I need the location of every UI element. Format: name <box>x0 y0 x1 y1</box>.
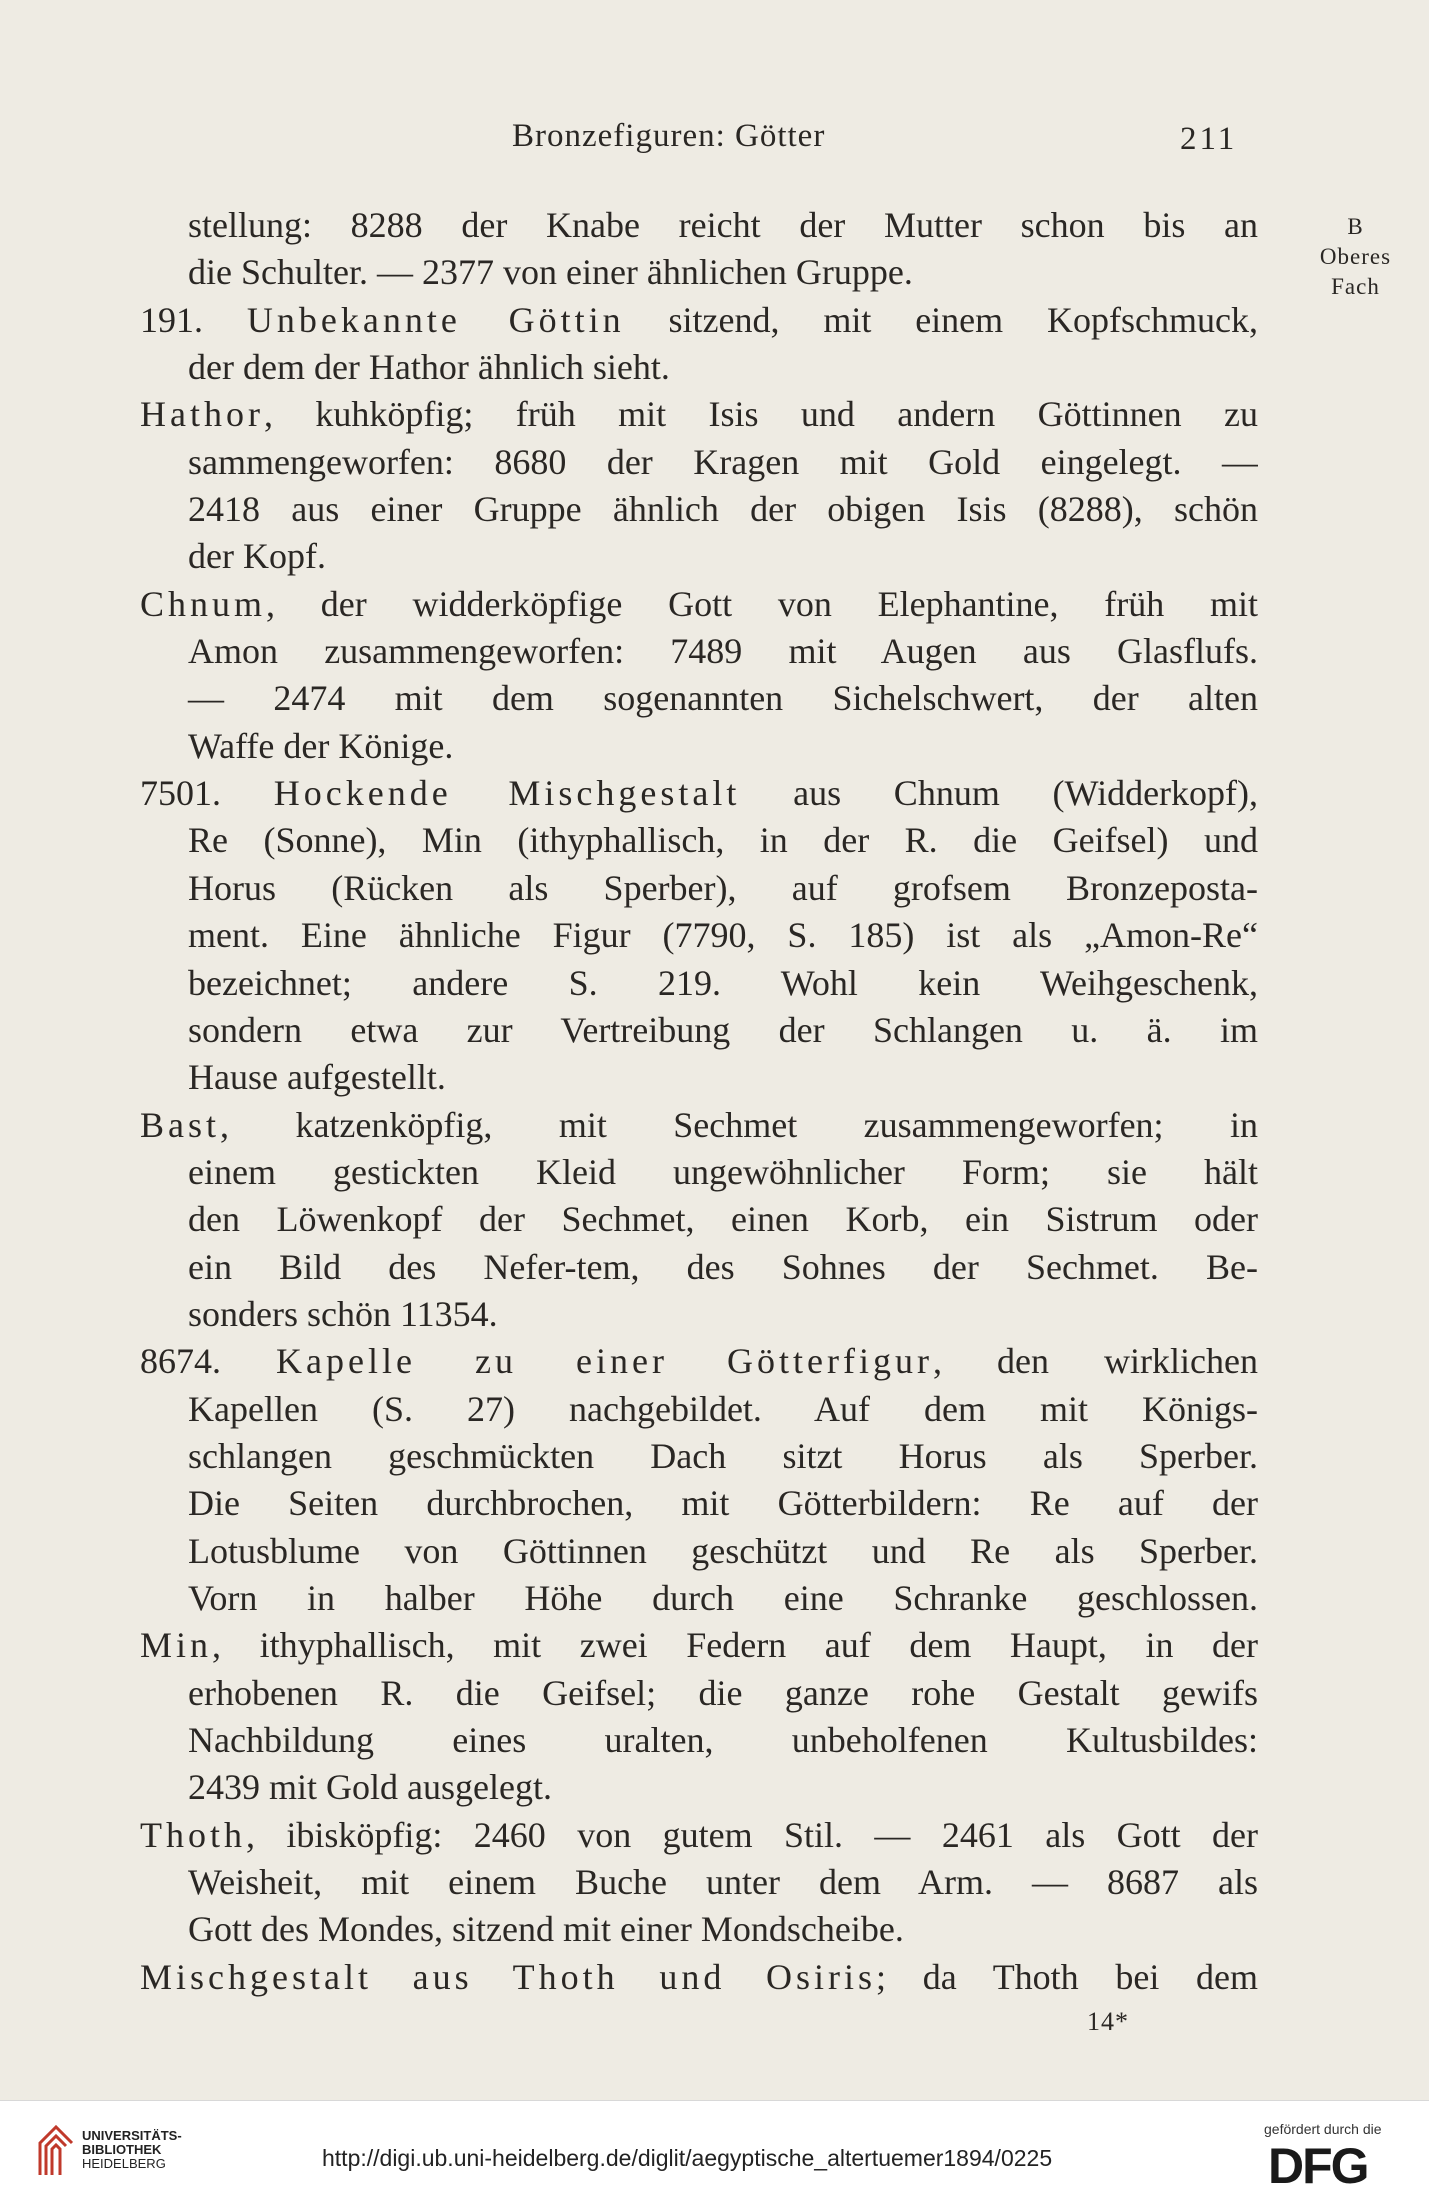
library-name <box>82 2129 182 2171</box>
line-text: sonders schön 11354. <box>188 1293 498 1334</box>
line-text: , der widderköpfige Gott von Elephantine, früh mit <box>266 583 1258 624</box>
text-line <box>140 297 1258 344</box>
text-line <box>140 1386 1258 1433</box>
running-title: Bronzefiguren: Götter <box>512 118 826 154</box>
text-line <box>140 486 1258 533</box>
line-text: Horus (Rücken als Sperber), auf grofsem Bronzeposta- <box>188 867 1258 908</box>
footer-bar <box>0 2100 1429 2201</box>
line-text: der Kopf. <box>188 536 326 577</box>
text-line <box>140 1433 1258 1480</box>
line-text: sondern etwa zur Vertreibung der Schlangen u. ä. im <box>188 1009 1258 1050</box>
line-text: Gott des Mondes, sitzend mit einer Mondscheibe. <box>188 1909 904 1950</box>
line-text: sammengeworfen: 8680 der Kragen mit Gold eingelegt. — <box>188 441 1258 482</box>
text-line <box>140 581 1258 628</box>
library-logo-icon <box>36 2115 76 2179</box>
line-text: den Löwenkopf der Sechmet, einen Korb, ein Sistrum oder <box>188 1199 1258 1240</box>
text-line <box>140 1764 1258 1811</box>
text-line <box>140 1007 1258 1054</box>
line-text: ; da Thoth bei dem <box>876 1956 1258 1997</box>
line-text: stellung: 8288 der Knabe reicht der Mutter schon bis an <box>188 205 1258 245</box>
text-line <box>140 1480 1258 1527</box>
text-line <box>140 675 1258 722</box>
text-line <box>140 1244 1258 1291</box>
body-text <box>140 202 1258 2001</box>
line-text: , ibisköpfig: 2460 von gutem Stil. — 2461 als Gott der <box>246 1814 1258 1855</box>
line-text: Weisheit, mit einem Buche unter dem Arm. — 8687 als <box>188 1862 1258 1903</box>
line-text: einem gestickten Kleid ungewöhnlicher Form; sie hält <box>188 1151 1258 1192</box>
text-line <box>140 912 1258 959</box>
line-text: 2418 aus einer Gruppe ähnlich der obigen Isis (8288), schön <box>188 489 1258 530</box>
dfg-logo: DFG <box>1268 2138 1368 2194</box>
entry-heading: Unbekannte Göttin <box>246 299 625 340</box>
text-line <box>140 723 1258 770</box>
text-line <box>140 1812 1258 1859</box>
line-text: bezeichnet; andere S. 219. Wohl kein Weihgeschenk, <box>188 962 1258 1003</box>
line-text: aus Chnum (Widderkopf), <box>740 773 1258 814</box>
line-text: , katzenköpfig, mit Sechmet zusammengeworfen; in <box>220 1104 1258 1145</box>
entry-heading: Min <box>140 1625 213 1666</box>
line-text: sitzend, mit einem Kopfschmuck, <box>624 299 1258 340</box>
entry-heading: Mischgestalt aus Thoth und Osiris <box>140 1956 877 1997</box>
line-text: Die Seiten durchbrochen, mit Götterbildern: Re auf der <box>188 1483 1258 1524</box>
line-text: schlangen geschmückten Dach sitzt Horus als Sperber. <box>188 1435 1258 1476</box>
text-line <box>140 960 1258 1007</box>
text-line <box>140 1906 1258 1953</box>
text-line <box>140 1670 1258 1717</box>
line-text: ment. Eine ähnliche Figur (7790, S. 185) ist als „Amon-Re“ <box>188 915 1258 956</box>
line-text: Nachbildung eines uralten, unbeholfenen Kultusbildes: <box>188 1720 1258 1760</box>
line-text: ein Bild des Nefer-tem, des Sohnes der Sechmet. Be- <box>188 1246 1258 1287</box>
line-text: 2439 mit Gold ausgelegt. <box>188 1767 552 1808</box>
margin-note: B Oberes Fach <box>1319 214 1392 299</box>
funding-note: gefördert durch die <box>1264 2121 1382 2137</box>
entry-heading: Hathor <box>140 394 264 435</box>
page-number: 211 <box>1180 121 1238 157</box>
source-url-link[interactable]: http://digi.ub.uni-heidelberg.de/diglit/aegyptische_altertuemer1894/0225 <box>322 2145 1053 2171</box>
text-line <box>140 202 1258 249</box>
library-city: HEIDELBERG <box>82 2156 166 2171</box>
entry-heading: Thoth <box>140 1814 246 1855</box>
text-line <box>140 533 1258 580</box>
line-text: — 2474 mit dem sogenannten Sichelschwert, der alten <box>188 678 1258 719</box>
entry-heading: Chnum <box>140 583 267 624</box>
line-text: , kuhköpfig; früh mit Isis und andern Göttinnen zu <box>263 394 1258 435</box>
text-line <box>140 391 1258 438</box>
text-line <box>140 1717 1258 1764</box>
line-text: Kapellen (S. 27) nachgebildet. Auf dem mit Königs- <box>188 1388 1258 1429</box>
line-text: Lotusblume von Göttinnen geschützt und Re als Sperber. <box>188 1530 1258 1571</box>
text-line <box>140 1196 1258 1243</box>
text-line <box>140 817 1258 864</box>
line-text: erhobenen R. die Geifsel; die ganze rohe Gestalt gewifs <box>188 1672 1258 1713</box>
line-text: Vorn in halber Höhe durch eine Schranke geschlossen. <box>188 1577 1258 1618</box>
text-line <box>140 1338 1258 1385</box>
text-line <box>140 249 1258 296</box>
text-line <box>140 1622 1258 1669</box>
text-line <box>140 865 1258 912</box>
line-text: Waffe der Könige. <box>188 725 454 766</box>
entry-number: 7501. <box>140 773 274 814</box>
text-line <box>140 1149 1258 1196</box>
text-line <box>140 1102 1258 1149</box>
line-text: die Schulter. — 2377 von einer ähnlichen Gruppe. <box>188 252 913 293</box>
text-line <box>140 1859 1258 1906</box>
line-text: Amon zusammengeworfen: 7489 mit Augen aus Glasflufs. <box>188 631 1258 672</box>
text-line <box>140 1291 1258 1338</box>
line-text: der dem der Hathor ähnlich sieht. <box>188 347 670 388</box>
text-line <box>140 1528 1258 1575</box>
text-line <box>140 1054 1258 1101</box>
entry-heading: Bast <box>140 1104 221 1145</box>
line-text: , den wirklichen <box>932 1341 1258 1382</box>
text-line <box>140 439 1258 486</box>
text-line <box>140 1954 1258 2001</box>
text-line <box>140 344 1258 391</box>
line-text: , ithyphallisch, mit zwei Federn auf dem Haupt, in der <box>212 1625 1258 1666</box>
line-text: Hause aufgestellt. <box>188 1057 446 1098</box>
entry-heading: Hockende Mischgestalt <box>273 773 741 814</box>
entry-number: 8674. <box>140 1341 277 1382</box>
library-name-text: UNIVERSITÄTS- BIBLIOTHEK <box>82 2128 182 2157</box>
text-line <box>140 770 1258 817</box>
running-head <box>0 118 1429 168</box>
signature-mark: 14* <box>1087 2007 1129 2036</box>
text-line <box>140 1575 1258 1622</box>
entry-number: 191. <box>140 299 247 340</box>
line-text: Re (Sonne), Min (ithyphallisch, in der R. die Geifsel) und <box>188 820 1258 861</box>
text-line <box>140 628 1258 675</box>
entry-heading: Kapelle zu einer Götterfigur <box>276 1341 933 1382</box>
